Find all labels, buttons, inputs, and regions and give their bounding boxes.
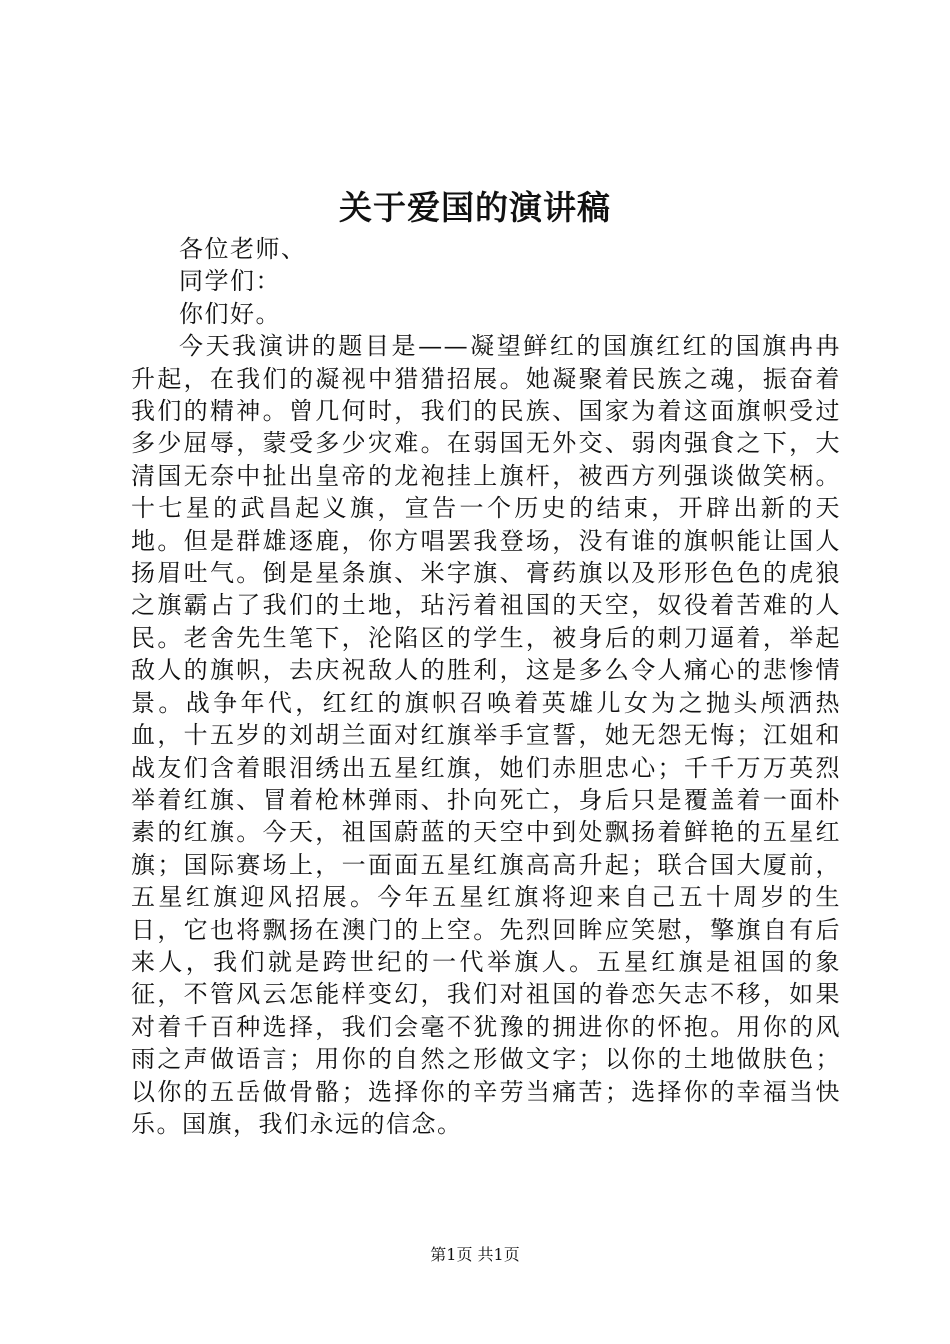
page-footer: 第1页 共1页: [430, 1245, 520, 1264]
greeting-line: 你们好。: [179, 299, 281, 328]
greeting-line: 同学们：: [179, 267, 281, 296]
document-body: [131, 233, 841, 1140]
speech-paragraph: 今天我演讲的题目是——凝望鲜红的国旗红红的国旗冉冉升起，在我们的凝视中猎猎招展。她凝聚着民族之魂，振奋着我们的精神。曾几何时，我们的民族、国家为着这面旗帜受过多少屈辱，蒙受多少灾难。在弱国无外交、弱肉强食之下，大清国无奈中扯出皇帝的龙袍挂上旗杆，被西方列强谈做笑柄。十七星的武昌起义旗，宣告一个历史的结束，开辟出新的天地。但是群雄逐鹿，你方唱罢我登场，没有谁的旗帜能让国人扬眉吐气。倒是星条旗、米字旗、膏药旗以及形形色色的虎狼之旗霸占了我们的土地，玷污着祖国的天空，奴役着苦难的人民。老舍先生笔下，沦陷区的学生，被身后的刺刀逼着，举起敌人的旗帜，去庆祝敌人的胜利，这是多么令人痛心的悲惨情景。战争年代，红红的旗帜召唤着英雄儿女为之抛头颅洒热血，十五岁的刘胡兰面对红旗举手宣誓，她无怨无悔；江姐和战友们含着眼泪绣出五星红旗，她们赤胆忠心；千千万万英烈举着红旗、冒着枪林弹雨、扑向死亡，身后只是覆盖着一面朴素的红旗。今天，祖国蔚蓝的天空中到处飘扬着鲜艳的五星红旗；国际赛场上，一面面五星红旗高高升起；联合国大厦前，五星红旗迎风招展。今年五星红旗将迎来自己五十周岁的生日，它也将飘扬在澳门的上空。先烈回眸应笑慰，擎旗自有后来人，我们就是跨世纪的一代举旗人。五星红旗是祖国的象征，不管风云怎能样变幻，我们对祖国的眷恋矢志不移，如果对着千百种选择，我们会毫不犹豫的拥进你的怀抱。用你的风雨之声做语言；用你的自然之形做文字；以你的土地做肤色；以你的五岳做骨骼；选择你的辛劳当痛苦；选择你的幸福当快乐。国旗，我们永远的信念。: [131, 332, 841, 1138]
document-title: 关于爱国的演讲稿: [339, 188, 611, 227]
greeting-line: 各位老师、: [179, 235, 307, 263]
